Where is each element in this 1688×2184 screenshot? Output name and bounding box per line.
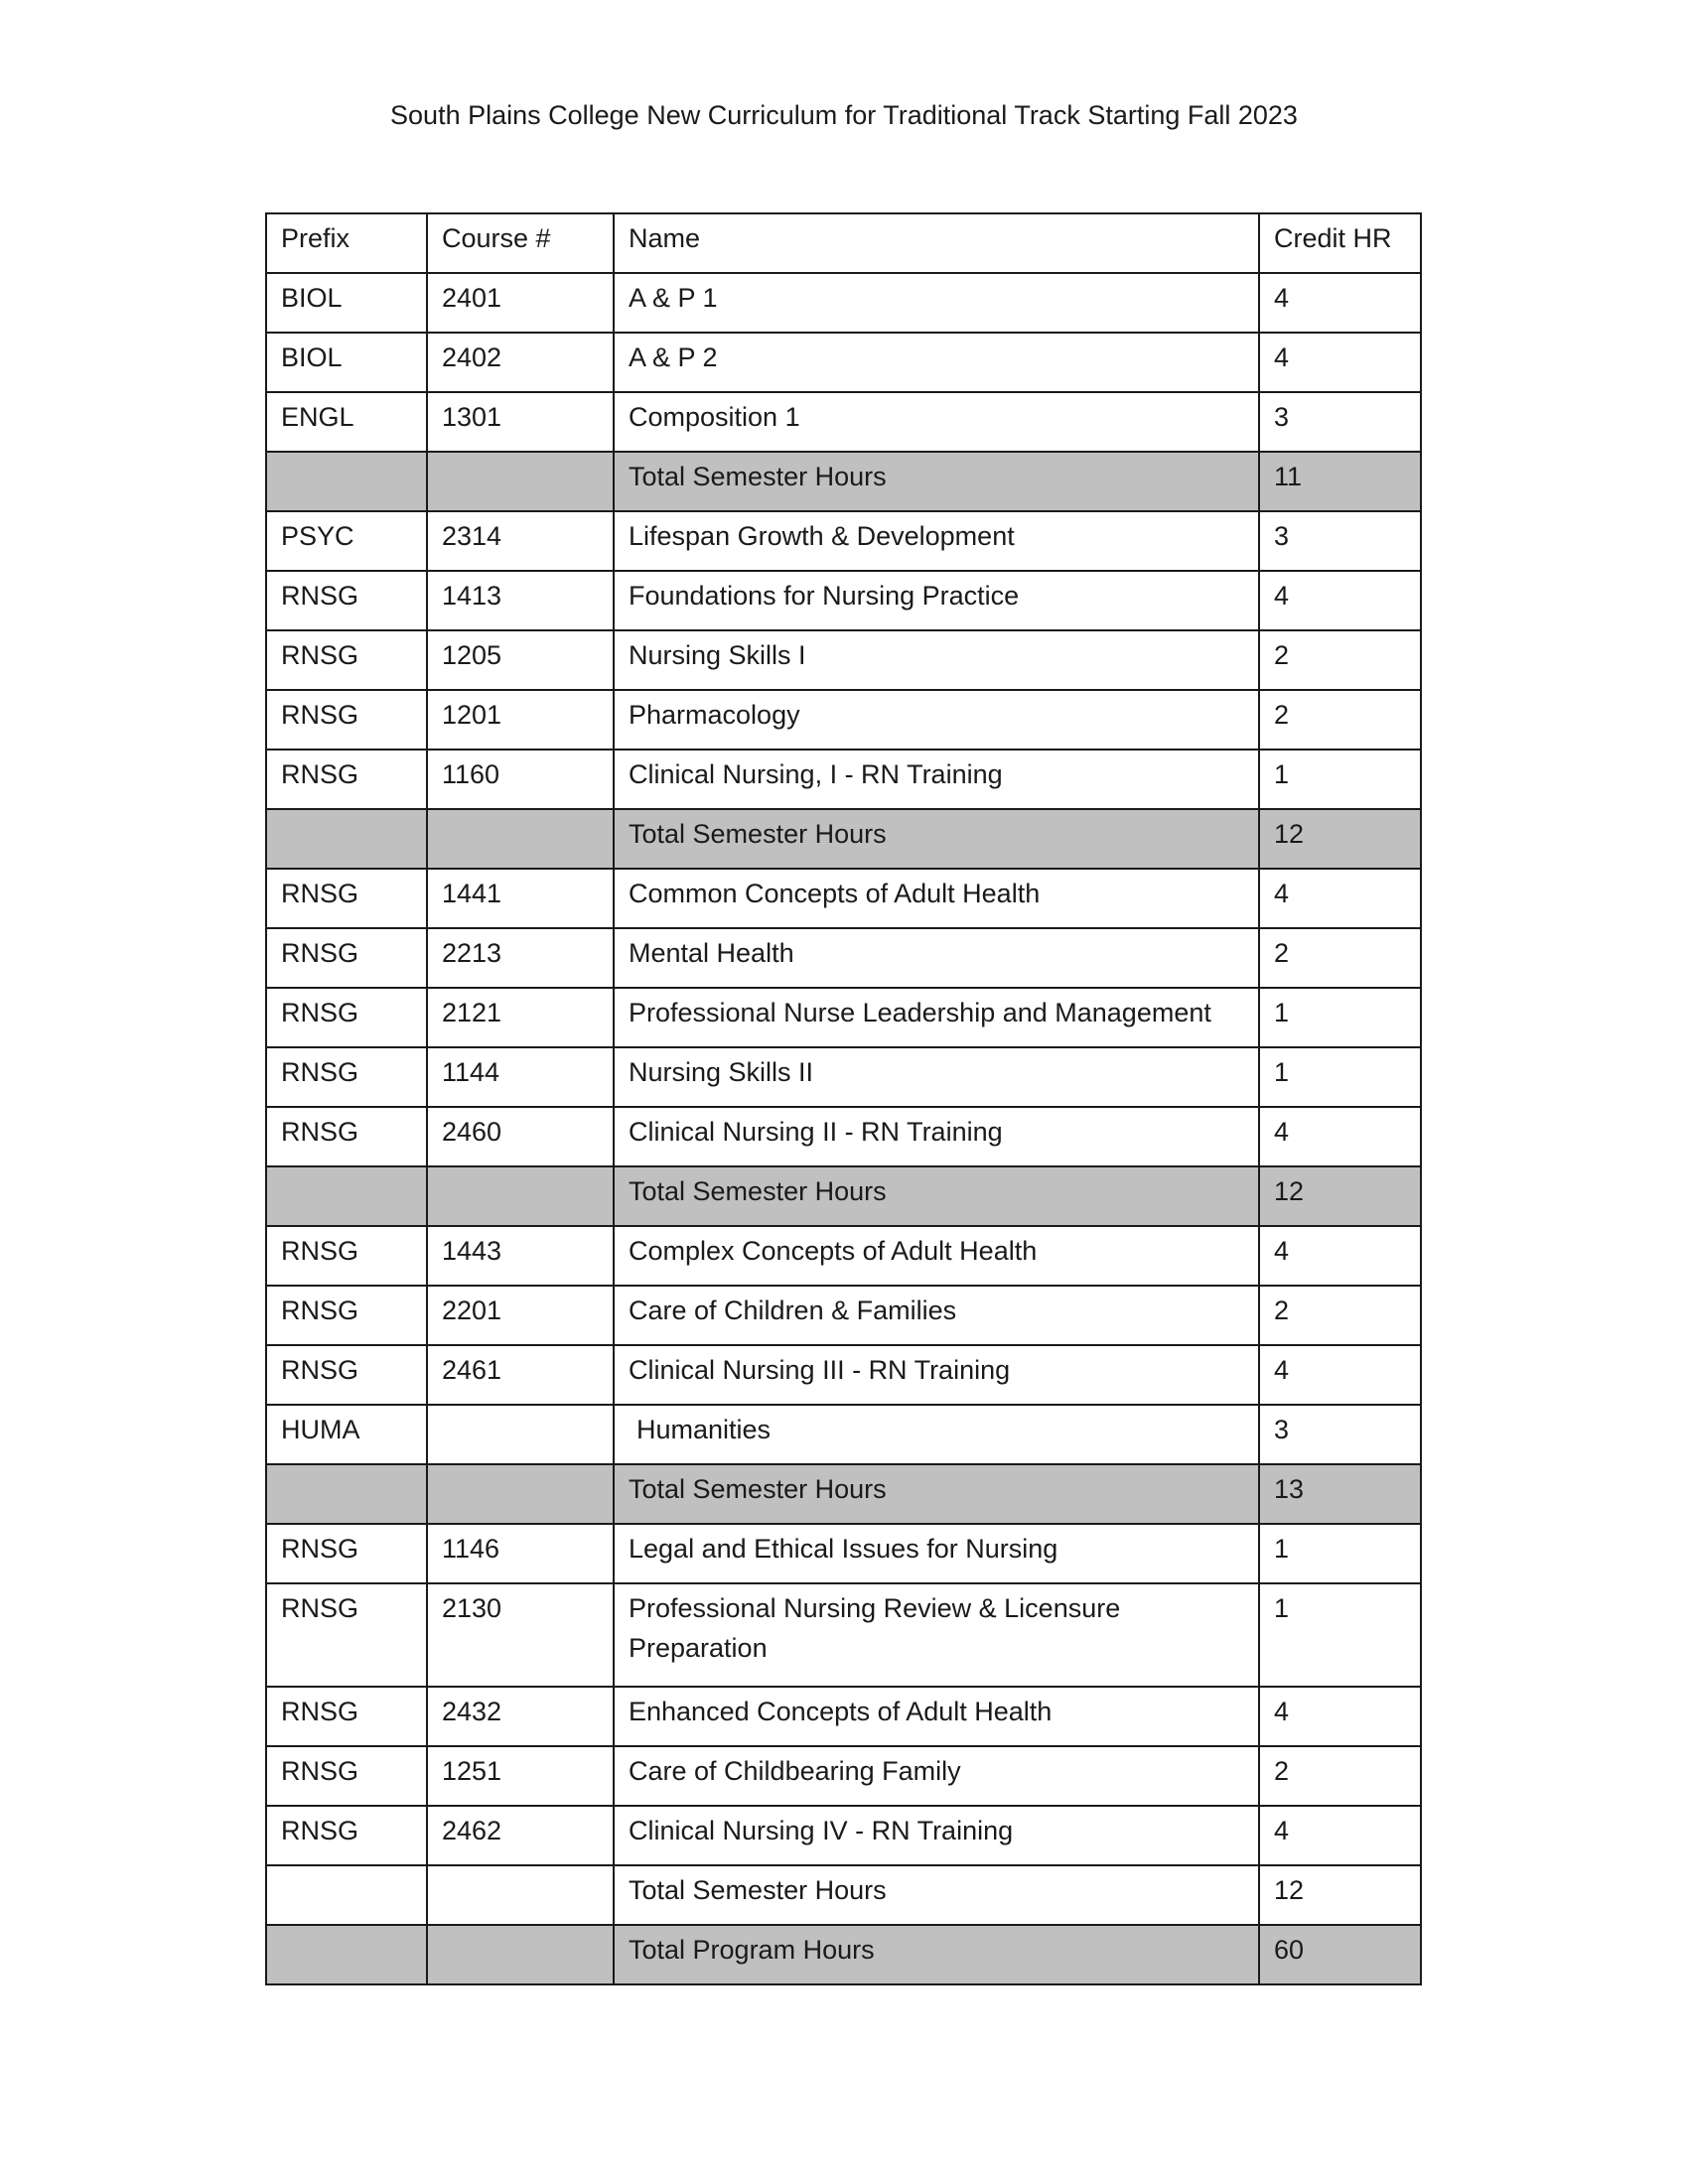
table-row <box>266 1345 1421 1405</box>
cell-course-number: 1301 <box>427 392 614 452</box>
cell-prefix <box>266 1865 427 1925</box>
cell-prefix: RNSG <box>266 1286 427 1345</box>
cell-name: Total Semester Hours <box>614 452 1259 511</box>
cell-credit: 4 <box>1259 273 1421 333</box>
cell-prefix: RNSG <box>266 1583 427 1687</box>
cell-credit: 4 <box>1259 1226 1421 1286</box>
cell-course-number: 1146 <box>427 1524 614 1583</box>
cell-name: Professional Nurse Leadership and Management <box>614 988 1259 1047</box>
cell-name: Clinical Nursing IV - RN Training <box>614 1806 1259 1865</box>
cell-prefix: RNSG <box>266 690 427 750</box>
cell-course-number: 2432 <box>427 1687 614 1746</box>
table-row <box>266 869 1421 928</box>
cell-course-number: 2201 <box>427 1286 614 1345</box>
cell-credit: 1 <box>1259 1047 1421 1107</box>
cell-prefix: RNSG <box>266 988 427 1047</box>
cell-prefix: RNSG <box>266 571 427 630</box>
cell-credit: 3 <box>1259 1405 1421 1464</box>
cell-credit: 1 <box>1259 1524 1421 1583</box>
cell-prefix: HUMA <box>266 1405 427 1464</box>
cell-course-number <box>427 452 614 511</box>
cell-course-number: 1443 <box>427 1226 614 1286</box>
cell-course-number: 2121 <box>427 988 614 1047</box>
cell-name: Common Concepts of Adult Health <box>614 869 1259 928</box>
cell-name: Enhanced Concepts of Adult Health <box>614 1687 1259 1746</box>
cell-name: Total Semester Hours <box>614 1865 1259 1925</box>
cell-course-number <box>427 1925 614 1984</box>
table-row <box>266 1746 1421 1806</box>
cell-credit: 2 <box>1259 928 1421 988</box>
table-row <box>266 571 1421 630</box>
table-row <box>266 392 1421 452</box>
header-course-number: Course # <box>427 213 614 273</box>
cell-prefix: RNSG <box>266 1746 427 1806</box>
cell-course-number: 1251 <box>427 1746 614 1806</box>
table-row <box>266 1226 1421 1286</box>
cell-prefix: PSYC <box>266 511 427 571</box>
table-row <box>266 928 1421 988</box>
cell-prefix <box>266 1925 427 1984</box>
cell-prefix <box>266 452 427 511</box>
cell-credit: 2 <box>1259 630 1421 690</box>
semester-total-row <box>266 452 1421 511</box>
cell-credit: 3 <box>1259 511 1421 571</box>
table-row <box>266 511 1421 571</box>
cell-prefix: RNSG <box>266 1806 427 1865</box>
program-total-row <box>266 1925 1421 1984</box>
cell-prefix: RNSG <box>266 1107 427 1166</box>
cell-credit: 4 <box>1259 1107 1421 1166</box>
cell-course-number: 1160 <box>427 750 614 809</box>
cell-course-number: 1413 <box>427 571 614 630</box>
cell-prefix: RNSG <box>266 1226 427 1286</box>
cell-prefix: RNSG <box>266 928 427 988</box>
cell-course-number: 2130 <box>427 1583 614 1687</box>
table-row <box>266 1806 1421 1865</box>
header-credit-hours: Credit HR <box>1259 213 1421 273</box>
cell-name: Total Semester Hours <box>614 809 1259 869</box>
cell-name: A & P 1 <box>614 273 1259 333</box>
cell-credit: 12 <box>1259 809 1421 869</box>
cell-course-number: 2460 <box>427 1107 614 1166</box>
cell-name: Clinical Nursing II - RN Training <box>614 1107 1259 1166</box>
header-name: Name <box>614 213 1259 273</box>
curriculum-table <box>265 212 1422 1985</box>
cell-prefix: RNSG <box>266 1687 427 1746</box>
cell-name: Nursing Skills II <box>614 1047 1259 1107</box>
cell-course-number: 1201 <box>427 690 614 750</box>
cell-course-number <box>427 1405 614 1464</box>
cell-name: Care of Children & Families <box>614 1286 1259 1345</box>
cell-credit: 11 <box>1259 452 1421 511</box>
cell-course-number: 2462 <box>427 1806 614 1865</box>
cell-credit: 4 <box>1259 1687 1421 1746</box>
table-row <box>266 1405 1421 1464</box>
cell-prefix: ENGL <box>266 392 427 452</box>
cell-name: Nursing Skills I <box>614 630 1259 690</box>
cell-name: Mental Health <box>614 928 1259 988</box>
cell-prefix <box>266 809 427 869</box>
table-row <box>266 1107 1421 1166</box>
semester-total-row <box>266 809 1421 869</box>
cell-credit: 12 <box>1259 1166 1421 1226</box>
cell-name: A & P 2 <box>614 333 1259 392</box>
cell-course-number: 2402 <box>427 333 614 392</box>
cell-prefix: RNSG <box>266 1047 427 1107</box>
table-row <box>266 1286 1421 1345</box>
cell-course-number: 2461 <box>427 1345 614 1405</box>
page-title: South Plains College New Curriculum for Traditional Track Starting Fall 2023 <box>390 100 1298 130</box>
table-header-row <box>266 213 1421 273</box>
table-row <box>266 750 1421 809</box>
cell-credit: 4 <box>1259 333 1421 392</box>
cell-credit: 4 <box>1259 571 1421 630</box>
semester-total-row <box>266 1166 1421 1226</box>
cell-prefix: RNSG <box>266 750 427 809</box>
table-row <box>266 1524 1421 1583</box>
cell-name: Care of Childbearing Family <box>614 1746 1259 1806</box>
cell-name: Total Program Hours <box>614 1925 1259 1984</box>
cell-prefix: BIOL <box>266 273 427 333</box>
semester-total-row <box>266 1464 1421 1524</box>
cell-credit: 3 <box>1259 392 1421 452</box>
cell-name: Lifespan Growth & Development <box>614 511 1259 571</box>
cell-name: Clinical Nursing III - RN Training <box>614 1345 1259 1405</box>
cell-prefix: RNSG <box>266 630 427 690</box>
table-row <box>266 1687 1421 1746</box>
cell-name: Total Semester Hours <box>614 1464 1259 1524</box>
cell-credit: 13 <box>1259 1464 1421 1524</box>
cell-course-number: 2213 <box>427 928 614 988</box>
cell-name: Total Semester Hours <box>614 1166 1259 1226</box>
cell-credit: 1 <box>1259 1583 1421 1687</box>
cell-course-number <box>427 1166 614 1226</box>
table-row <box>266 1047 1421 1107</box>
cell-name: Clinical Nursing, I - RN Training <box>614 750 1259 809</box>
cell-credit: 4 <box>1259 1345 1421 1405</box>
cell-credit: 2 <box>1259 1286 1421 1345</box>
cell-prefix: RNSG <box>266 1524 427 1583</box>
cell-prefix: BIOL <box>266 333 427 392</box>
cell-prefix: RNSG <box>266 869 427 928</box>
cell-credit: 60 <box>1259 1925 1421 1984</box>
cell-prefix <box>266 1464 427 1524</box>
cell-prefix: RNSG <box>266 1345 427 1405</box>
cell-name: Pharmacology <box>614 690 1259 750</box>
cell-course-number: 1205 <box>427 630 614 690</box>
cell-credit: 1 <box>1259 988 1421 1047</box>
table-row <box>266 333 1421 392</box>
cell-name: Legal and Ethical Issues for Nursing <box>614 1524 1259 1583</box>
semester-total-row <box>266 1865 1421 1925</box>
table-row <box>266 988 1421 1047</box>
cell-prefix <box>266 1166 427 1226</box>
cell-course-number <box>427 1865 614 1925</box>
header-prefix: Prefix <box>266 213 427 273</box>
cell-credit: 4 <box>1259 869 1421 928</box>
cell-name: Foundations for Nursing Practice <box>614 571 1259 630</box>
cell-course-number: 1441 <box>427 869 614 928</box>
cell-credit: 2 <box>1259 690 1421 750</box>
table-row <box>266 630 1421 690</box>
cell-credit: 12 <box>1259 1865 1421 1925</box>
cell-name: Professional Nursing Review & Licensure Preparation <box>614 1583 1259 1687</box>
table-row <box>266 273 1421 333</box>
table-row <box>266 1583 1421 1687</box>
cell-credit: 4 <box>1259 1806 1421 1865</box>
cell-course-number <box>427 1464 614 1524</box>
cell-name: Composition 1 <box>614 392 1259 452</box>
table-row <box>266 690 1421 750</box>
cell-course-number: 2401 <box>427 273 614 333</box>
cell-credit: 1 <box>1259 750 1421 809</box>
cell-course-number <box>427 809 614 869</box>
cell-course-number: 1144 <box>427 1047 614 1107</box>
cell-course-number: 2314 <box>427 511 614 571</box>
cell-name: Humanities <box>614 1405 1259 1464</box>
cell-credit: 2 <box>1259 1746 1421 1806</box>
cell-name: Complex Concepts of Adult Health <box>614 1226 1259 1286</box>
